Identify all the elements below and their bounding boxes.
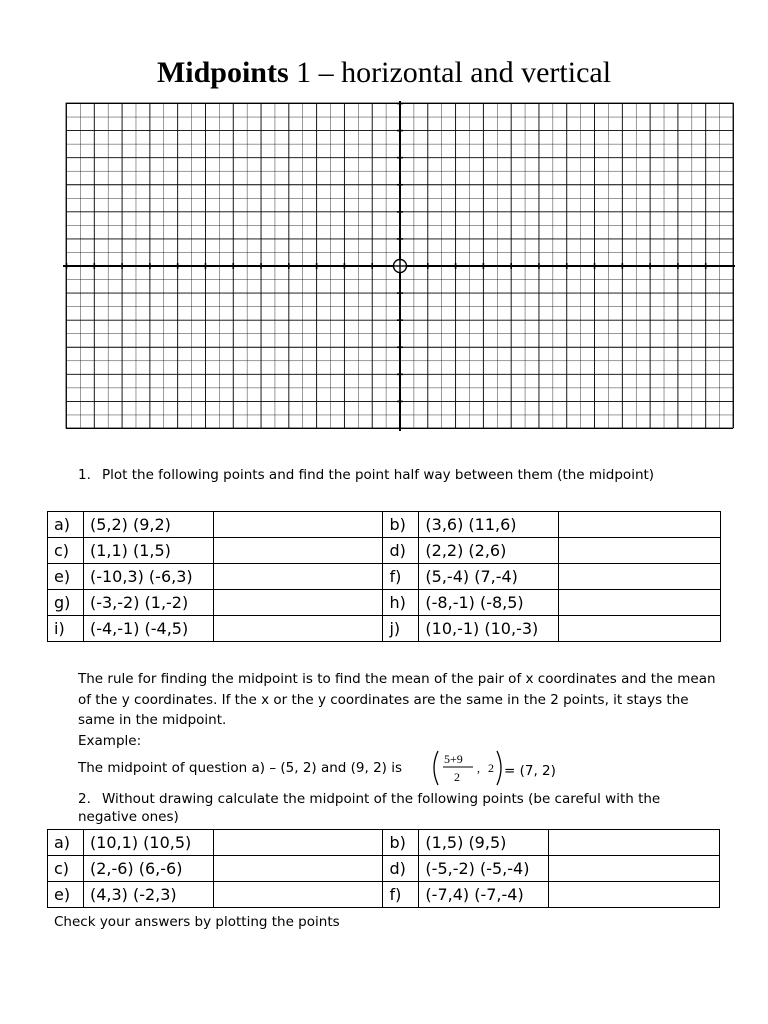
- points-cell: (1,5) (9,5): [419, 830, 549, 856]
- answer-cell[interactable]: [213, 856, 383, 882]
- question-1-text: Plot the following points and find the point half way between them (the midpoint): [102, 467, 655, 483]
- label-cell: d): [383, 856, 419, 882]
- answer-cell[interactable]: [213, 564, 383, 590]
- points-cell: (5,2) (9,2): [83, 512, 213, 538]
- points-cell: (3,6) (11,6): [419, 512, 559, 538]
- points-cell: (10,-1) (10,-3): [419, 616, 559, 642]
- question-1: [78, 467, 654, 483]
- answer-cell[interactable]: [549, 830, 720, 856]
- answer-cell[interactable]: [559, 590, 721, 616]
- answer-cell[interactable]: [549, 856, 720, 882]
- points-cell: (-10,3) (-6,3): [83, 564, 213, 590]
- label-cell: e): [48, 882, 84, 908]
- points-cell: (-5,-2) (-5,-4): [419, 856, 549, 882]
- label-cell: j): [383, 616, 419, 642]
- label-cell: b): [383, 512, 419, 538]
- question-2-text: Without drawing calculate the midpoint of the following points (be careful with the negative ones): [78, 791, 661, 825]
- table-row: [48, 538, 721, 564]
- coordinate-grid: [0, 0, 768, 440]
- answer-cell[interactable]: [559, 512, 721, 538]
- answer-cell[interactable]: [559, 538, 721, 564]
- check-instruction: Check your answers by plotting the points: [54, 914, 340, 930]
- question-1-number: 1.: [78, 467, 91, 483]
- midpoint-rule: The rule for finding the midpoint is to find the mean of the pair of x coordinates and the mean of the y coordinates. If the x or the y coordinates are the same in the 2 points, it stays the same in the midpoint.: [78, 671, 716, 728]
- label-cell: a): [48, 512, 84, 538]
- answer-cell[interactable]: [549, 882, 720, 908]
- label-cell: f): [383, 882, 419, 908]
- answer-cell[interactable]: [213, 830, 383, 856]
- points-cell: (10,1) (10,5): [83, 830, 213, 856]
- points-cell: (2,2) (2,6): [419, 538, 559, 564]
- answer-cell[interactable]: [559, 564, 721, 590]
- label-cell: a): [48, 830, 84, 856]
- table-row: [48, 882, 720, 908]
- left-paren: [434, 751, 438, 785]
- answer-cell[interactable]: [213, 590, 383, 616]
- points-table-2: [47, 829, 720, 908]
- table-row: [48, 830, 720, 856]
- answer-cell[interactable]: [213, 538, 383, 564]
- right-paren: [497, 751, 501, 785]
- title-rest: 1 – horizontal and vertical: [288, 56, 612, 89]
- table-row: [48, 512, 721, 538]
- fraction-result: = (7, 2): [504, 763, 556, 779]
- table-row: [48, 590, 721, 616]
- answer-cell[interactable]: [213, 882, 383, 908]
- points-cell: (-7,4) (-7,-4): [419, 882, 549, 908]
- label-cell: f): [383, 564, 419, 590]
- midpoint-example-text: The midpoint of question a) – (5, 2) and (9, 2) is: [78, 760, 403, 776]
- points-cell: (1,1) (1,5): [83, 538, 213, 564]
- points-cell: (5,-4) (7,-4): [419, 564, 559, 590]
- label-cell: i): [48, 616, 84, 642]
- points-cell: (-8,-1) (-8,5): [419, 590, 559, 616]
- table-row: [48, 616, 721, 642]
- label-cell: b): [383, 830, 419, 856]
- question-2-number: 2.: [78, 791, 91, 807]
- answer-cell[interactable]: [213, 616, 383, 642]
- label-cell: h): [383, 590, 419, 616]
- label-cell: e): [48, 564, 84, 590]
- points-cell: (4,3) (-2,3): [83, 882, 213, 908]
- example-label: Example:: [78, 733, 142, 749]
- label-cell: d): [383, 538, 419, 564]
- answer-cell[interactable]: [213, 512, 383, 538]
- label-cell: g): [48, 590, 84, 616]
- title-bold: Midpoints: [156, 56, 289, 89]
- fraction-comma: ,: [477, 761, 480, 775]
- points-table-1: [47, 511, 721, 642]
- table-row: [48, 564, 721, 590]
- midpoint-fraction: [428, 748, 558, 788]
- fraction-denominator: 2: [454, 770, 460, 784]
- points-cell: (-3,-2) (1,-2): [83, 590, 213, 616]
- answer-cell[interactable]: [559, 616, 721, 642]
- table-row: [48, 856, 720, 882]
- label-cell: c): [48, 538, 84, 564]
- label-cell: c): [48, 856, 84, 882]
- question-2: [78, 790, 718, 826]
- points-cell: (2,-6) (6,-6): [83, 856, 213, 882]
- fraction-second: 2: [488, 761, 494, 775]
- points-cell: (-4,-1) (-4,5): [83, 616, 213, 642]
- fraction-numerator: 5+9: [444, 752, 463, 766]
